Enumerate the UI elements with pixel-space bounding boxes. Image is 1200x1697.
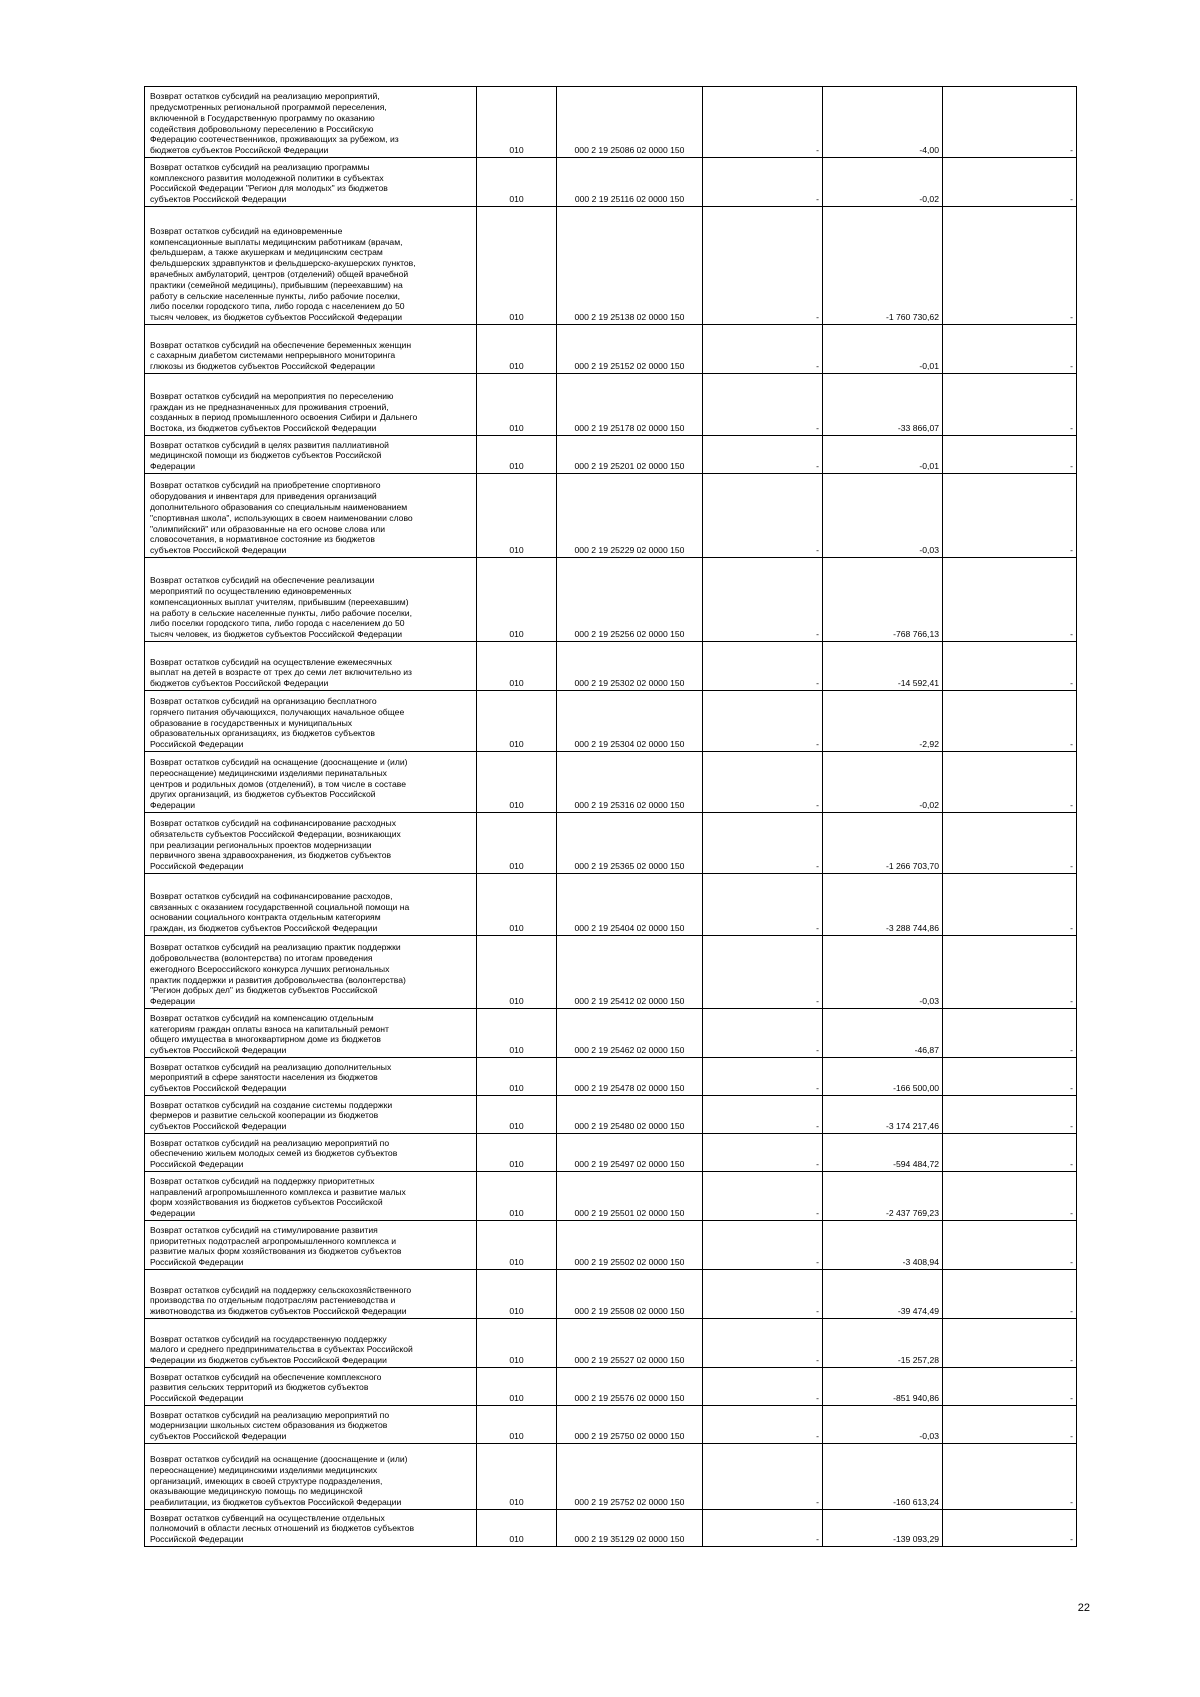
description-cell: Возврат остатков субсидий на компенсацию отдельным категориям граждан оплаты взноса на капитальный ремонт общего имущества в многоквартирном доме из бюджетов субъектов Российской Федерации — [145, 1009, 477, 1058]
budget-code-cell: 000 2 19 25497 02 0000 150 — [557, 1134, 703, 1172]
unexecuted-amount-cell: - — [943, 207, 1077, 325]
approved-amount-cell: - — [703, 1221, 823, 1270]
description-cell: Возврат остатков субсидий на софинансирование расходов, связанных с оказанием государственной социальной помощи на основании социального контракта отдельным категориям граждан, из бюджетов субъектов Российской Федерации — [145, 874, 477, 936]
description-cell: Возврат остатков субсидий на реализацию мероприятий, предусмотренных региональной программой переселения, включенной в Государственную программу по оказанию содействия добровольному переселению в Российскую Федерацию соотечественников, проживающих за рубежом, из бюджетов субъектов Российской Федерации — [145, 87, 477, 158]
unexecuted-amount-cell: - — [943, 1058, 1077, 1096]
line-code-cell: 010 — [477, 1096, 557, 1134]
unexecuted-amount-cell: - — [943, 1221, 1077, 1270]
line-code-cell: 010 — [477, 1009, 557, 1058]
description-cell: Возврат остатков субсидий на реализацию программы комплексного развития молодежной политики в субъектах Российской Федерации "Регион для молодых" из бюджетов субъектов Российской Федерации — [145, 158, 477, 207]
executed-amount-cell: -39 474,49 — [823, 1270, 943, 1319]
table-row — [145, 207, 1077, 325]
description-cell: Возврат остатков субсидий на стимулирование развития приоритетных подотраслей агропромышленного комплекса и развитие малых форм хозяйствования из бюджетов субъектов Российской Федерации — [145, 1221, 477, 1270]
executed-amount-cell: -1 760 730,62 — [823, 207, 943, 325]
budget-code-cell: 000 2 19 25316 02 0000 150 — [557, 752, 703, 813]
unexecuted-amount-cell: - — [943, 1406, 1077, 1444]
budget-code-cell: 000 2 19 25750 02 0000 150 — [557, 1406, 703, 1444]
executed-amount-cell: -2 437 769,23 — [823, 1172, 943, 1221]
budget-code-cell: 000 2 19 25256 02 0000 150 — [557, 558, 703, 642]
budget-code-cell: 000 2 19 25752 02 0000 150 — [557, 1444, 703, 1510]
approved-amount-cell: - — [703, 813, 823, 874]
approved-amount-cell: - — [703, 374, 823, 436]
executed-amount-cell: -166 500,00 — [823, 1058, 943, 1096]
budget-code-cell: 000 2 19 25152 02 0000 150 — [557, 325, 703, 374]
approved-amount-cell: - — [703, 752, 823, 813]
line-code-cell: 010 — [477, 1406, 557, 1444]
budget-code-cell: 000 2 19 25116 02 0000 150 — [557, 158, 703, 207]
unexecuted-amount-cell: - — [943, 1096, 1077, 1134]
approved-amount-cell: - — [703, 1270, 823, 1319]
budget-code-cell: 000 2 19 25462 02 0000 150 — [557, 1009, 703, 1058]
executed-amount-cell: -46,87 — [823, 1009, 943, 1058]
line-code-cell: 010 — [477, 207, 557, 325]
line-code-cell: 010 — [477, 813, 557, 874]
executed-amount-cell: -851 940,86 — [823, 1368, 943, 1406]
table-row — [145, 374, 1077, 436]
approved-amount-cell: - — [703, 642, 823, 691]
description-cell: Возврат остатков субсидий на приобретение спортивного оборудования и инвентаря для приведения организаций дополнительного образования со специальным наименованием "спортивная школа", использующих в своем наименовании слово "олимпийский" или образованные на его основе слова или словосочетания, в нормативное состояние из бюджетов субъектов Российской Федерации — [145, 474, 477, 558]
unexecuted-amount-cell: - — [943, 1270, 1077, 1319]
table-row — [145, 474, 1077, 558]
line-code-cell: 010 — [477, 1368, 557, 1406]
line-code-cell: 010 — [477, 936, 557, 1009]
table-row — [145, 642, 1077, 691]
line-code-cell: 010 — [477, 1510, 557, 1547]
unexecuted-amount-cell: - — [943, 1134, 1077, 1172]
table-row — [145, 1096, 1077, 1134]
table-row — [145, 1510, 1077, 1547]
approved-amount-cell: - — [703, 691, 823, 752]
executed-amount-cell: -160 613,24 — [823, 1444, 943, 1510]
unexecuted-amount-cell: - — [943, 325, 1077, 374]
table-row — [145, 1319, 1077, 1368]
description-cell: Возврат остатков субсидий на оснащение (дооснащение и (или) переоснащение) медицинскими изделиями перинатальных центров и родильных домов (отделений), в том числе в составе других организаций, из бюджетов субъектов Российской Федерации — [145, 752, 477, 813]
table-row — [145, 558, 1077, 642]
line-code-cell: 010 — [477, 1270, 557, 1319]
description-cell: Возврат остатков субсидий на организацию бесплатного горячего питания обучающихся, получающих начальное общее образование в государственных и муниципальных образовательных организациях, из бюджетов субъектов Российской Федерации — [145, 691, 477, 752]
line-code-cell: 010 — [477, 158, 557, 207]
unexecuted-amount-cell: - — [943, 691, 1077, 752]
description-cell: Возврат остатков субсидий на реализацию дополнительных мероприятий в сфере занятости населения из бюджетов субъектов Российской Федерации — [145, 1058, 477, 1096]
table-row — [145, 1406, 1077, 1444]
budget-code-cell: 000 2 19 25502 02 0000 150 — [557, 1221, 703, 1270]
budget-code-cell: 000 2 19 25138 02 0000 150 — [557, 207, 703, 325]
line-code-cell: 010 — [477, 474, 557, 558]
table-row — [145, 158, 1077, 207]
table-row — [145, 874, 1077, 936]
executed-amount-cell: -0,03 — [823, 936, 943, 1009]
table-row — [145, 436, 1077, 474]
executed-amount-cell: -2,92 — [823, 691, 943, 752]
unexecuted-amount-cell: - — [943, 813, 1077, 874]
description-cell: Возврат остатков субсидий на осуществление ежемесячных выплат на детей в возрасте от трех до семи лет включительно из бюджетов субъектов Российской Федерации — [145, 642, 477, 691]
unexecuted-amount-cell: - — [943, 936, 1077, 1009]
executed-amount-cell: -0,02 — [823, 158, 943, 207]
budget-code-cell: 000 2 19 25478 02 0000 150 — [557, 1058, 703, 1096]
executed-amount-cell: -0,01 — [823, 325, 943, 374]
line-code-cell: 010 — [477, 436, 557, 474]
executed-amount-cell: -4,00 — [823, 87, 943, 158]
description-cell: Возврат остатков субсидий на реализацию практик поддержки добровольчества (волонтерства) по итогам проведения ежегодного Всероссийского конкурса лучших региональных практик поддержки и развития добровольчества (волонтерства) "Регион добрых дел" из бюджетов субъектов Российской Федерации — [145, 936, 477, 1009]
approved-amount-cell: - — [703, 1009, 823, 1058]
description-cell: Возврат остатков субсидий на реализацию мероприятий по модернизации школьных систем образования из бюджетов субъектов Российской Федерации — [145, 1406, 477, 1444]
description-cell: Возврат остатков субсидий на обеспечение реализации мероприятий по осуществлению единовременных компенсационных выплат учителям, прибывшим (переехавшим) на работу в сельские населенные пункты, либо рабочие поселки, либо поселки городского типа, либо города с населением до 50 тысяч человек, из бюджетов субъектов Российской Федерации — [145, 558, 477, 642]
executed-amount-cell: -768 766,13 — [823, 558, 943, 642]
report-table — [144, 86, 1077, 1547]
budget-code-cell: 000 2 19 25412 02 0000 150 — [557, 936, 703, 1009]
table-row — [145, 813, 1077, 874]
description-cell: Возврат остатков субсидий в целях развития паллиативной медицинской помощи из бюджетов субъектов Российской Федерации — [145, 436, 477, 474]
approved-amount-cell: - — [703, 558, 823, 642]
unexecuted-amount-cell: - — [943, 642, 1077, 691]
description-cell: Возврат остатков субсидий на государственную поддержку малого и среднего предпринимательства в субъектах Российской Федерации из бюджетов субъектов Российской Федерации — [145, 1319, 477, 1368]
line-code-cell: 010 — [477, 87, 557, 158]
unexecuted-amount-cell: - — [943, 87, 1077, 158]
description-cell: Возврат остатков субсидий на оснащение (дооснащение и (или) переоснащение) медицинскими изделиями медицинских организаций, имеющих в своей структуре подразделения, оказывающие медицинскую помощь по медицинской реабилитации, из бюджетов субъектов Российской Федерации — [145, 1444, 477, 1510]
budget-code-cell: 000 2 19 25229 02 0000 150 — [557, 474, 703, 558]
description-cell: Возврат остатков субвенций на осуществление отдельных полномочий в области лесных отношений из бюджетов субъектов Российской Федерации — [145, 1510, 477, 1547]
budget-code-cell: 000 2 19 25501 02 0000 150 — [557, 1172, 703, 1221]
description-cell: Возврат остатков субсидий на единовременные компенсационные выплаты медицинским работникам (врачам, фельдшерам, а также акушеркам и медицинским сестрам фельдшерских здравпунктов и фельдшерско-акушерских пунктов, врачебных амбулаторий, центров (отделений) общей врачебной практики (семейной медицины), прибывшим (переехавшим) на работу в сельские населенные пункты, либо рабочие поселки, либо поселки городского типа, либо города с населением до 50 тысяч человек, из бюджетов субъектов Российской Федерации — [145, 207, 477, 325]
line-code-cell: 010 — [477, 874, 557, 936]
line-code-cell: 010 — [477, 752, 557, 813]
line-code-cell: 010 — [477, 374, 557, 436]
approved-amount-cell: - — [703, 874, 823, 936]
unexecuted-amount-cell: - — [943, 1319, 1077, 1368]
approved-amount-cell: - — [703, 1444, 823, 1510]
table-row — [145, 325, 1077, 374]
executed-amount-cell: -1 266 703,70 — [823, 813, 943, 874]
unexecuted-amount-cell: - — [943, 1172, 1077, 1221]
executed-amount-cell: -15 257,28 — [823, 1319, 943, 1368]
unexecuted-amount-cell: - — [943, 158, 1077, 207]
executed-amount-cell: -14 592,41 — [823, 642, 943, 691]
table-row — [145, 1058, 1077, 1096]
table-row — [145, 87, 1077, 158]
approved-amount-cell: - — [703, 1058, 823, 1096]
approved-amount-cell: - — [703, 1319, 823, 1368]
approved-amount-cell: - — [703, 936, 823, 1009]
table-row — [145, 691, 1077, 752]
approved-amount-cell: - — [703, 1510, 823, 1547]
approved-amount-cell: - — [703, 1096, 823, 1134]
page-number: 22 — [1077, 1602, 1090, 1614]
approved-amount-cell: - — [703, 1406, 823, 1444]
table-row — [145, 1009, 1077, 1058]
budget-code-cell: 000 2 19 25304 02 0000 150 — [557, 691, 703, 752]
approved-amount-cell: - — [703, 436, 823, 474]
unexecuted-amount-cell: - — [943, 436, 1077, 474]
budget-code-cell: 000 2 19 25404 02 0000 150 — [557, 874, 703, 936]
approved-amount-cell: - — [703, 158, 823, 207]
table-row — [145, 752, 1077, 813]
line-code-cell: 010 — [477, 1134, 557, 1172]
approved-amount-cell: - — [703, 474, 823, 558]
description-cell: Возврат остатков субсидий на мероприятия по переселению граждан из не предназначенных для проживания строений, созданных в период промышленного освоения Сибири и Дальнего Востока, из бюджетов субъектов Российской Федерации — [145, 374, 477, 436]
table-row — [145, 936, 1077, 1009]
line-code-cell: 010 — [477, 642, 557, 691]
executed-amount-cell: -3 408,94 — [823, 1221, 943, 1270]
budget-code-cell: 000 2 19 25365 02 0000 150 — [557, 813, 703, 874]
table-row — [145, 1270, 1077, 1319]
description-cell: Возврат остатков субсидий на поддержку сельскохозяйственного производства по отдельным подотраслям растениеводства и животноводства из бюджетов субъектов Российской Федерации — [145, 1270, 477, 1319]
line-code-cell: 010 — [477, 1319, 557, 1368]
line-code-cell: 010 — [477, 558, 557, 642]
description-cell: Возврат остатков субсидий на обеспечение беременных женщин с сахарным диабетом системами непрерывного мониторинга глюкозы из бюджетов субъектов Российской Федерации — [145, 325, 477, 374]
description-cell: Возврат остатков субсидий на поддержку приоритетных направлений агропромышленного комплекса и развитие малых форм хозяйствования из бюджетов субъектов Российской Федерации — [145, 1172, 477, 1221]
executed-amount-cell: -0,02 — [823, 752, 943, 813]
budget-code-cell: 000 2 19 25508 02 0000 150 — [557, 1270, 703, 1319]
executed-amount-cell: -3 174 217,46 — [823, 1096, 943, 1134]
approved-amount-cell: - — [703, 87, 823, 158]
executed-amount-cell: -33 866,07 — [823, 374, 943, 436]
budget-code-cell: 000 2 19 25576 02 0000 150 — [557, 1368, 703, 1406]
budget-code-cell: 000 2 19 25527 02 0000 150 — [557, 1319, 703, 1368]
line-code-cell: 010 — [477, 1058, 557, 1096]
executed-amount-cell: -3 288 744,86 — [823, 874, 943, 936]
approved-amount-cell: - — [703, 1368, 823, 1406]
report-table-body — [145, 87, 1077, 1547]
unexecuted-amount-cell: - — [943, 1368, 1077, 1406]
table-row — [145, 1368, 1077, 1406]
approved-amount-cell: - — [703, 1134, 823, 1172]
executed-amount-cell: -0,01 — [823, 436, 943, 474]
approved-amount-cell: - — [703, 325, 823, 374]
unexecuted-amount-cell: - — [943, 874, 1077, 936]
line-code-cell: 010 — [477, 691, 557, 752]
budget-code-cell: 000 2 19 25480 02 0000 150 — [557, 1096, 703, 1134]
table-row — [145, 1134, 1077, 1172]
budget-code-cell: 000 2 19 35129 02 0000 150 — [557, 1510, 703, 1547]
budget-code-cell: 000 2 19 25302 02 0000 150 — [557, 642, 703, 691]
executed-amount-cell: -594 484,72 — [823, 1134, 943, 1172]
budget-code-cell: 000 2 19 25201 02 0000 150 — [557, 436, 703, 474]
approved-amount-cell: - — [703, 207, 823, 325]
line-code-cell: 010 — [477, 1444, 557, 1510]
description-cell: Возврат остатков субсидий на создание системы поддержки фермеров и развитие сельской кооперации из бюджетов субъектов Российской Федерации — [145, 1096, 477, 1134]
unexecuted-amount-cell: - — [943, 374, 1077, 436]
budget-code-cell: 000 2 19 25178 02 0000 150 — [557, 374, 703, 436]
unexecuted-amount-cell: - — [943, 558, 1077, 642]
unexecuted-amount-cell: - — [943, 1510, 1077, 1547]
line-code-cell: 010 — [477, 1172, 557, 1221]
approved-amount-cell: - — [703, 1172, 823, 1221]
table-row — [145, 1221, 1077, 1270]
table-row — [145, 1444, 1077, 1510]
executed-amount-cell: -0,03 — [823, 474, 943, 558]
line-code-cell: 010 — [477, 325, 557, 374]
description-cell: Возврат остатков субсидий на обеспечение комплексного развития сельских территорий из бюджетов субъектов Российской Федерации — [145, 1368, 477, 1406]
unexecuted-amount-cell: - — [943, 1444, 1077, 1510]
unexecuted-amount-cell: - — [943, 474, 1077, 558]
description-cell: Возврат остатков субсидий на реализацию мероприятий по обеспечению жильем молодых семей из бюджетов субъектов Российской Федерации — [145, 1134, 477, 1172]
table-row — [145, 1172, 1077, 1221]
line-code-cell: 010 — [477, 1221, 557, 1270]
executed-amount-cell: -139 093,29 — [823, 1510, 943, 1547]
executed-amount-cell: -0,03 — [823, 1406, 943, 1444]
budget-code-cell: 000 2 19 25086 02 0000 150 — [557, 87, 703, 158]
unexecuted-amount-cell: - — [943, 752, 1077, 813]
unexecuted-amount-cell: - — [943, 1009, 1077, 1058]
description-cell: Возврат остатков субсидий на софинансирование расходных обязательств субъектов Российской Федерации, возникающих при реализации региональных проектов модернизации первичного звена здравоохранения, из бюджетов субъектов Российской Федерации — [145, 813, 477, 874]
